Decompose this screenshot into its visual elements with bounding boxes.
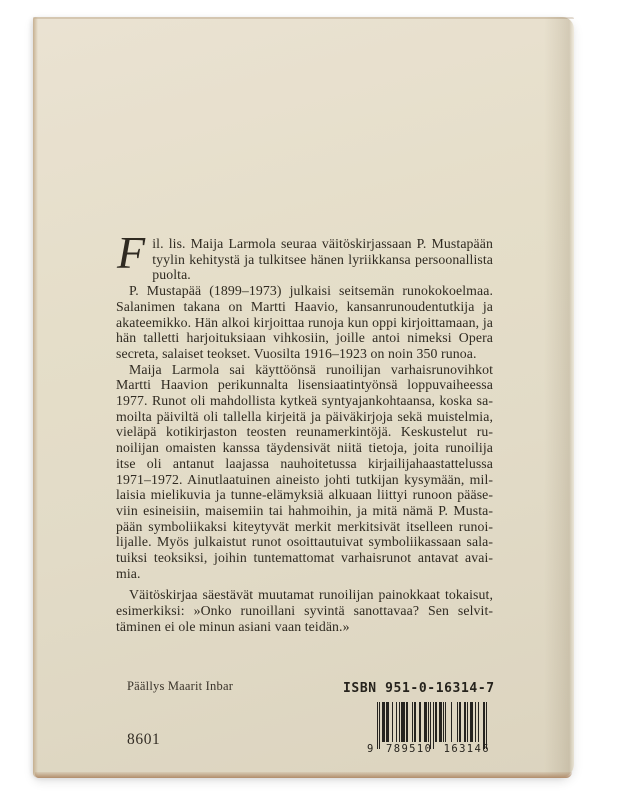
barcode-digits-right: 163146	[443, 742, 490, 755]
page-block-bottom-edge	[35, 772, 572, 778]
blurb-paragraph: Maija Larmola sai käyttöönsä runoilijan varhaisrunovihkot Martti Haavion perikunnalta lisensiaatintyönsä loppuvaiheessa 1977. Runot oli mahdollista kytkeä syntyajankohtaansa, koska samoilta päiviltä oli tallella kirjeitä ja päiväkirjoja sekä muistelmia, vieläpä kotikirjaston teosten reunamerkintöjä. Keskustelut runoilijan omaisten kanssa täydensivät niitä tietoja, joita runoilija itse oli antanut laajassa nauhoitetussa kirjailijahaastattelussa 1971–1972. Ainutlaatuinen aineisto johti tutkijan kysymään, millaisia mielikuvia ja tunne-elämyksiä alkuaan liittyi runoon pääseviin esineisiin, maisemiin tai hahmoihin, ja mitä nämä P. Mustapään symboliikaksi kiteytyvät merkit merkitsivät itselleen runoilijalle. Myös julkaistut runot osoittautuivat symboliikassaan salatuiksi teoksiksi, joihin tuntemattomat varhaisrunot antavat avaimia.	[116, 361, 493, 581]
spine-edge	[33, 17, 38, 778]
print-code: 8601	[127, 731, 161, 748]
blurb-paragraph: Väitöskirjaa säestävät muutamat runoilijan painokkaat tokaisut, esimerkiksi: »Onko runoillani syvintä sanottavaa? Sen selvittäminen ei ole minun asiani vaan teidän.»	[116, 587, 493, 634]
isbn-block	[343, 681, 503, 756]
ean-barcode	[367, 702, 490, 756]
cover-top-edge	[33, 17, 574, 19]
barcode-digit-first: 9	[367, 742, 375, 755]
blurb	[116, 227, 493, 635]
barcode-digits	[367, 743, 490, 755]
cover-right-shading	[544, 17, 574, 778]
cover-designer-credit: Päällys Maarit Inbar	[127, 679, 234, 693]
barcode-digits-left: 789510	[386, 742, 433, 755]
blurb-paragraph: P. Mustapää (1899–1973) julkaisi seitsemän runokokoelmaa. Salanimen takana on Martti Haavio, kansanrunoudentutkija ja akateemikko. Hän alkoi kirjoittaa runoja kun oppi kirjoittamaan, ja hän talletti harjoituksiaan vihkosiin, joille antoi nimeksi Opera secreta, salaiset teokset. Vuosilta 1916–1923 on noin 350 runoa.	[116, 283, 493, 361]
blurb-paragraph: Fil. lis. Maija Larmola seuraa väitöskirjassaan P. Mustapään tyylin kehitystä ja tulkitsee hänen lyriikkansa persoonallista puolta.	[117, 227, 493, 283]
book-back-cover	[33, 17, 574, 778]
drop-cap: F	[117, 227, 146, 278]
isbn-number: ISBN 951-0-16314-7	[343, 681, 495, 696]
